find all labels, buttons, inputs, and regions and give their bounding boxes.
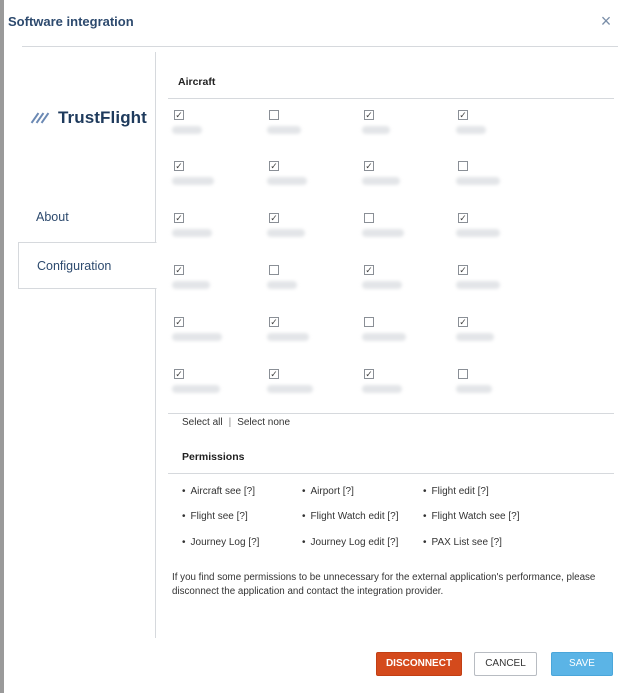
aircraft-registration-redacted	[172, 177, 214, 185]
aircraft-item	[364, 317, 454, 357]
close-icon[interactable]: ×	[600, 11, 612, 31]
permission-item	[182, 537, 259, 548]
aircraft-registration-redacted	[172, 281, 210, 289]
bullet-icon: •	[423, 511, 427, 522]
aircraft-registration-redacted	[267, 385, 313, 393]
aircraft-item	[174, 317, 264, 357]
bullet-icon: •	[302, 537, 306, 548]
aircraft-item	[174, 369, 264, 409]
aircraft-item	[174, 213, 264, 253]
permission-label[interactable]: PAX List see [?]	[431, 537, 502, 548]
aircraft-item	[364, 265, 454, 305]
select-controls	[182, 417, 290, 428]
aircraft-item	[269, 213, 359, 253]
aircraft-item	[364, 161, 454, 201]
permission-item	[302, 537, 398, 548]
aircraft-registration-redacted	[172, 333, 222, 341]
aircraft-checkbox[interactable]: ✓	[365, 265, 373, 275]
aircraft-item	[174, 161, 264, 201]
aircraft-checkbox[interactable]: ✓	[459, 317, 467, 327]
aircraft-checkbox[interactable]: ✓	[175, 369, 183, 379]
bullet-icon: •	[182, 537, 186, 548]
aircraft-item	[364, 110, 454, 150]
aircraft-checkbox[interactable]	[269, 265, 279, 275]
aircraft-checkbox[interactable]: ✓	[365, 369, 373, 379]
aircraft-registration-redacted	[456, 281, 500, 289]
aircraft-registration-redacted	[362, 177, 400, 185]
permissions-divider	[168, 473, 614, 474]
aircraft-checkbox[interactable]: ✓	[175, 161, 183, 171]
aircraft-item	[269, 369, 359, 409]
aircraft-checkbox[interactable]: ✓	[459, 110, 467, 120]
permissions-note: If you find some permissions to be unnecessary for the external application's performance, please disconnect the application and contact the integration provider.	[172, 572, 596, 597]
aircraft-checkbox[interactable]: ✓	[175, 317, 183, 327]
aircraft-checkbox[interactable]	[364, 317, 374, 327]
permission-item	[182, 511, 248, 522]
aircraft-item	[458, 265, 548, 305]
logo-text: TrustFlight	[58, 108, 147, 127]
aircraft-registration-redacted	[362, 333, 406, 341]
aircraft-checkbox[interactable]: ✓	[175, 213, 183, 223]
permission-item	[423, 486, 489, 497]
aircraft-registration-redacted	[456, 126, 486, 134]
dialog-title: Software integration	[8, 14, 134, 29]
aircraft-registration-redacted	[362, 281, 402, 289]
permission-label[interactable]: Flight Watch see [?]	[431, 511, 520, 522]
grid-divider	[168, 413, 614, 414]
trustflight-logo-icon	[32, 111, 50, 125]
permission-label[interactable]: Journey Log [?]	[190, 537, 260, 548]
permission-item	[423, 511, 520, 522]
aircraft-registration-redacted	[267, 281, 297, 289]
aircraft-checkbox[interactable]: ✓	[175, 110, 183, 120]
aircraft-registration-redacted	[172, 126, 202, 134]
permission-label[interactable]: Flight Watch edit [?]	[310, 511, 399, 522]
aircraft-checkbox[interactable]: ✓	[175, 265, 183, 275]
aircraft-item	[174, 110, 264, 150]
save-button[interactable]: SAVE	[551, 652, 613, 676]
permission-label[interactable]: Airport [?]	[310, 486, 354, 497]
aircraft-item	[269, 110, 359, 150]
aircraft-registration-redacted	[267, 177, 307, 185]
cancel-button[interactable]: CANCEL	[474, 652, 537, 676]
permission-item	[302, 486, 354, 497]
title-divider	[22, 46, 618, 47]
sidebar-item-about[interactable]: About	[36, 210, 69, 224]
aircraft-registration-redacted	[267, 126, 301, 134]
trustflight-logo	[32, 108, 147, 128]
bullet-icon: •	[423, 486, 427, 497]
aircraft-checkbox[interactable]	[269, 110, 279, 120]
select-none-link[interactable]: Select none	[237, 417, 291, 428]
permissions-heading: Permissions	[182, 451, 245, 463]
aircraft-heading: Aircraft	[178, 76, 216, 88]
aircraft-checkbox[interactable]: ✓	[270, 161, 278, 171]
aircraft-registration-redacted	[456, 385, 492, 393]
permission-label[interactable]: Journey Log edit [?]	[310, 537, 399, 548]
aircraft-item	[269, 161, 359, 201]
aircraft-registration-redacted	[172, 385, 220, 393]
sidebar	[18, 52, 156, 638]
aircraft-checkbox[interactable]: ✓	[459, 265, 467, 275]
bullet-icon: •	[302, 486, 306, 497]
permission-label[interactable]: Flight see [?]	[190, 511, 248, 522]
aircraft-registration-redacted	[267, 229, 305, 237]
permission-item	[182, 486, 255, 497]
aircraft-item	[269, 317, 359, 357]
aircraft-registration-redacted	[456, 177, 500, 185]
sidebar-item-configuration[interactable]: Configuration	[18, 242, 157, 289]
aircraft-registration-redacted	[267, 333, 309, 341]
aircraft-registration-redacted	[172, 229, 212, 237]
aircraft-registration-redacted	[362, 385, 402, 393]
aircraft-divider	[168, 98, 614, 99]
aircraft-registration-redacted	[362, 126, 390, 134]
aircraft-checkbox[interactable]	[458, 369, 468, 379]
bullet-icon: •	[423, 537, 427, 548]
aircraft-item	[458, 213, 548, 253]
aircraft-registration-redacted	[362, 229, 404, 237]
disconnect-button[interactable]: DISCONNECT	[376, 652, 462, 676]
aircraft-checkbox[interactable]: ✓	[365, 110, 373, 120]
aircraft-item	[174, 265, 264, 305]
aircraft-item	[458, 317, 548, 357]
aircraft-checkbox[interactable]: ✓	[365, 161, 373, 171]
aircraft-item	[458, 369, 548, 409]
aircraft-registration-redacted	[456, 229, 500, 237]
aircraft-item	[269, 265, 359, 305]
bullet-icon: •	[182, 511, 186, 522]
aircraft-checkbox[interactable]: ✓	[459, 213, 467, 223]
aircraft-item	[458, 110, 548, 150]
permission-item	[423, 537, 502, 548]
permission-label[interactable]: Aircraft see [?]	[190, 486, 255, 497]
aircraft-registration-redacted	[456, 333, 494, 341]
bullet-icon: •	[302, 511, 306, 522]
aircraft-checkbox[interactable]	[458, 161, 468, 171]
aircraft-checkbox[interactable]	[364, 213, 374, 223]
aircraft-checkbox[interactable]: ✓	[270, 317, 278, 327]
aircraft-checkbox[interactable]: ✓	[270, 369, 278, 379]
aircraft-item	[364, 213, 454, 253]
permission-item	[302, 511, 399, 522]
aircraft-item	[458, 161, 548, 201]
bullet-icon: •	[182, 486, 186, 497]
permission-label[interactable]: Flight edit [?]	[431, 486, 489, 497]
select-separator: |	[228, 417, 232, 428]
aircraft-item	[364, 369, 454, 409]
select-all-link[interactable]: Select all	[182, 417, 223, 428]
aircraft-checkbox[interactable]: ✓	[270, 213, 278, 223]
